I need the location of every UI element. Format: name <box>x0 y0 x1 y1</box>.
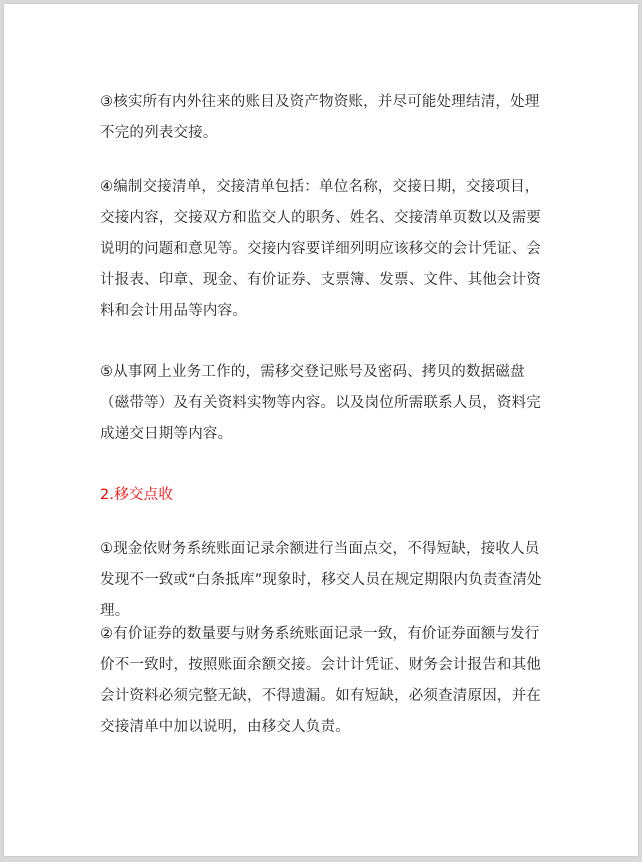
document-page <box>4 4 638 856</box>
paragraph-item-5: ⑤从事网上业务工作的，需移交登记账号及密码、拷贝的数据磁盘（磁带等）及有关资料实物等内容。以及岗位所需联系人员，资料完成递交日期等内容。 <box>100 364 541 442</box>
paragraph-item-2: ②有价证券的数量要与财务系统账面记录一致，有价证券面额与发行价不一致时，按照账面余额交接。会计计凭证、财务会计报告和其他会计资料必须完整无缺，不得遗漏。如有短缺，必须查清原因，并在交接清单中加以说明，由移交人负责。 <box>100 626 541 735</box>
section-heading: 2.移交点收 <box>100 487 174 503</box>
paragraph-item-3: ③核实所有内外往来的账目及资产物资账，并尽可能处理结清，处理不完的列表交接。 <box>100 94 540 141</box>
paragraph-item-1: ①现金依财务系统账面记录余额进行当面点交，不得短缺，接收人员发现不一致或“白条抵库”现象时，移交人员在规定期限内负责查清处理。 <box>100 541 542 619</box>
paragraph-item-4: ④编制交接清单，交接清单包括：单位名称，交接日期，交接项目，交接内容，交接双方和监交人的职务、姓名、交接清单页数以及需要说明的问题和意见等。交接内容要详细列明应该移交的会计凭证、会计报表、印章、现金、有价证券、支票簿、发票、文件、其他会计资料和会计用品等内容。 <box>100 179 541 319</box>
